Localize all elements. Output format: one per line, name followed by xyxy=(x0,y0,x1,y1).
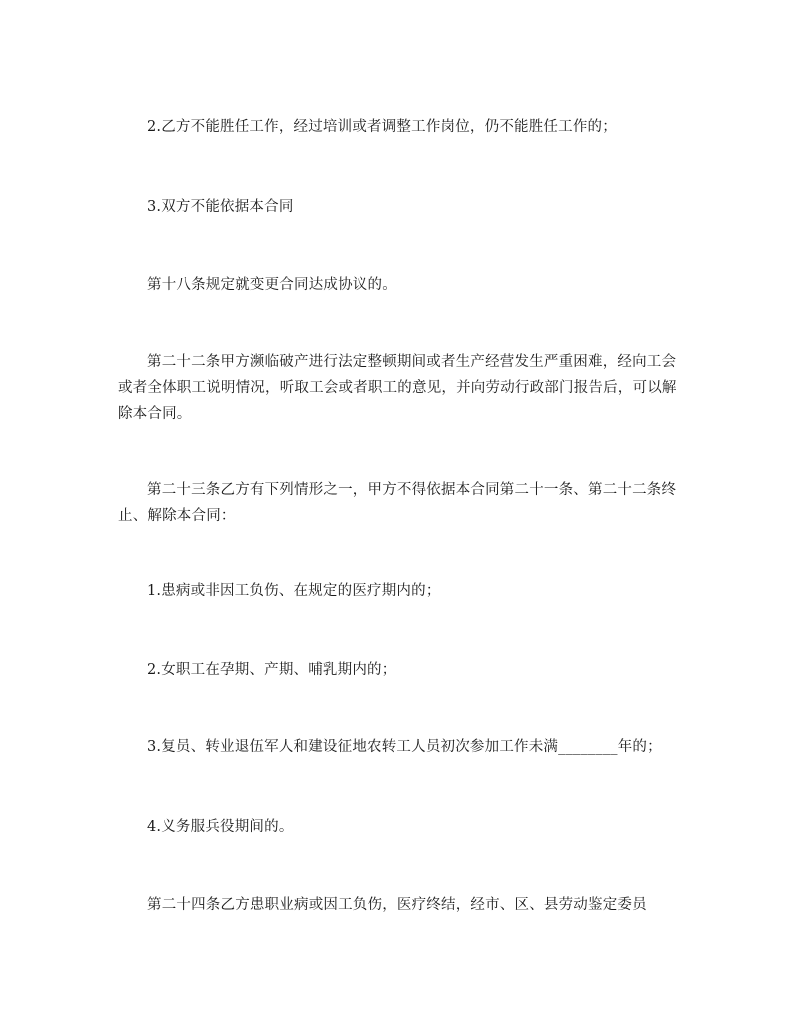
paragraph-female-workers: 2.女职工在孕期、产期、哺乳期内的； xyxy=(147,662,397,678)
paragraph-cannot-rely-contract: 3.双方不能依据本合同 xyxy=(147,199,294,215)
paragraph-article-18-agreement: 第十八条规定就变更合同达成协议的。 xyxy=(147,277,397,293)
paragraph-military-service: 4.义务服兵役期间的。 xyxy=(147,819,294,835)
paragraph-article-23: 第二十三条乙方有下列情形之一，甲方不得依据本合同第二十一条、第二十二条终止、解除本合同： xyxy=(118,482,677,524)
paragraph-veterans: 3.复员、转业退伍军人和建设征地农转工人员初次参加工作未满________年的； xyxy=(147,739,662,755)
paragraph-incompetent-work: 2.乙方不能胜任工作，经过培训或者调整工作岗位，仍不能胜任工作的； xyxy=(147,119,617,135)
paragraph-illness-injury: 1.患病或非因工负伤、在规定的医疗期内的； xyxy=(147,583,441,599)
paragraph-article-24: 第二十四条乙方患职业病或因工负伤，医疗终结，经市、区、县劳动鉴定委员 xyxy=(147,897,647,913)
paragraph-article-22: 第二十二条甲方濒临破产进行法定整顿期间或者生产经营发生严重困难，经向工会或者全体职工说明情况，听取工会或者职工的意见，并向劳动行政部门报告后，可以解除本合同。 xyxy=(118,354,677,422)
